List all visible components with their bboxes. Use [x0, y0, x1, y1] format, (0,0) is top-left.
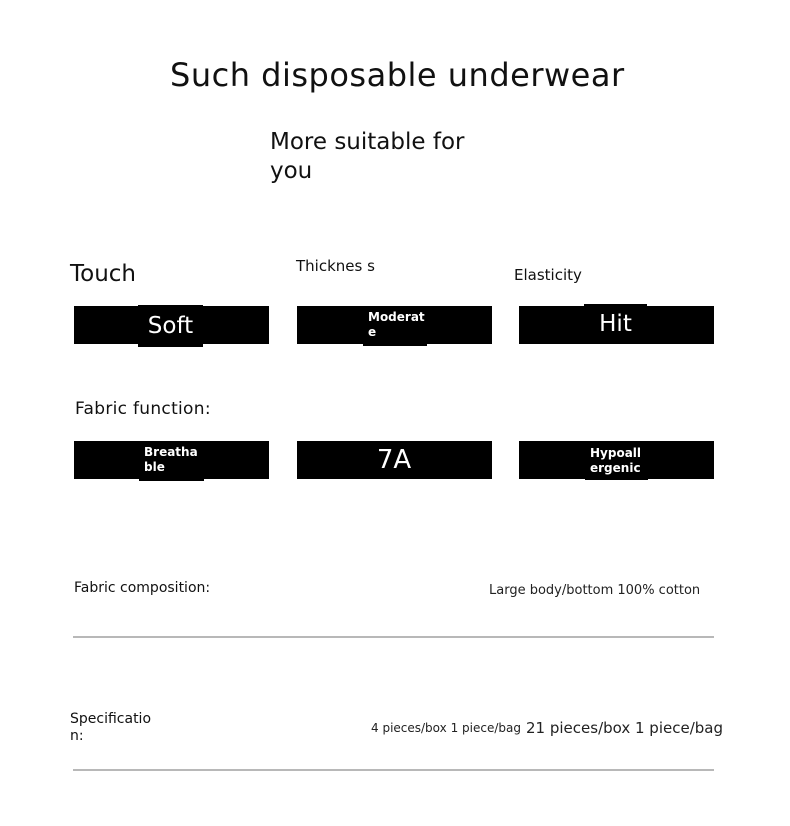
specification-value-large: 21 pieces/box 1 piece/bag	[526, 719, 723, 737]
touch-value-tag: Soft	[138, 305, 203, 347]
fabric-function-label: Fabric function:	[75, 399, 211, 419]
breathable-tag: Breatha ble	[139, 445, 204, 481]
composition-value: Large body/bottom 100% cotton	[489, 583, 701, 598]
divider-1	[73, 636, 714, 638]
touch-label: Touch	[70, 261, 137, 287]
specification-value-small: 4 pieces/box 1 piece/bag	[371, 721, 521, 735]
thickness-label: Thicknes s	[296, 257, 375, 275]
elasticity-value-tag: Hit	[584, 304, 647, 344]
composition-label: Fabric composition:	[74, 580, 211, 596]
divider-2	[73, 769, 714, 771]
7a-tag: 7A	[362, 441, 426, 479]
specification-label: Specificatio n:	[70, 711, 152, 744]
page-subtitle: More suitable for you	[270, 129, 465, 184]
page-title: Such disposable underwear	[170, 56, 625, 94]
elasticity-label: Elasticity	[514, 266, 582, 284]
thickness-value-tag: Moderat e	[363, 310, 427, 346]
hypoallergenic-tag: Hypoall ergenic	[585, 446, 648, 480]
